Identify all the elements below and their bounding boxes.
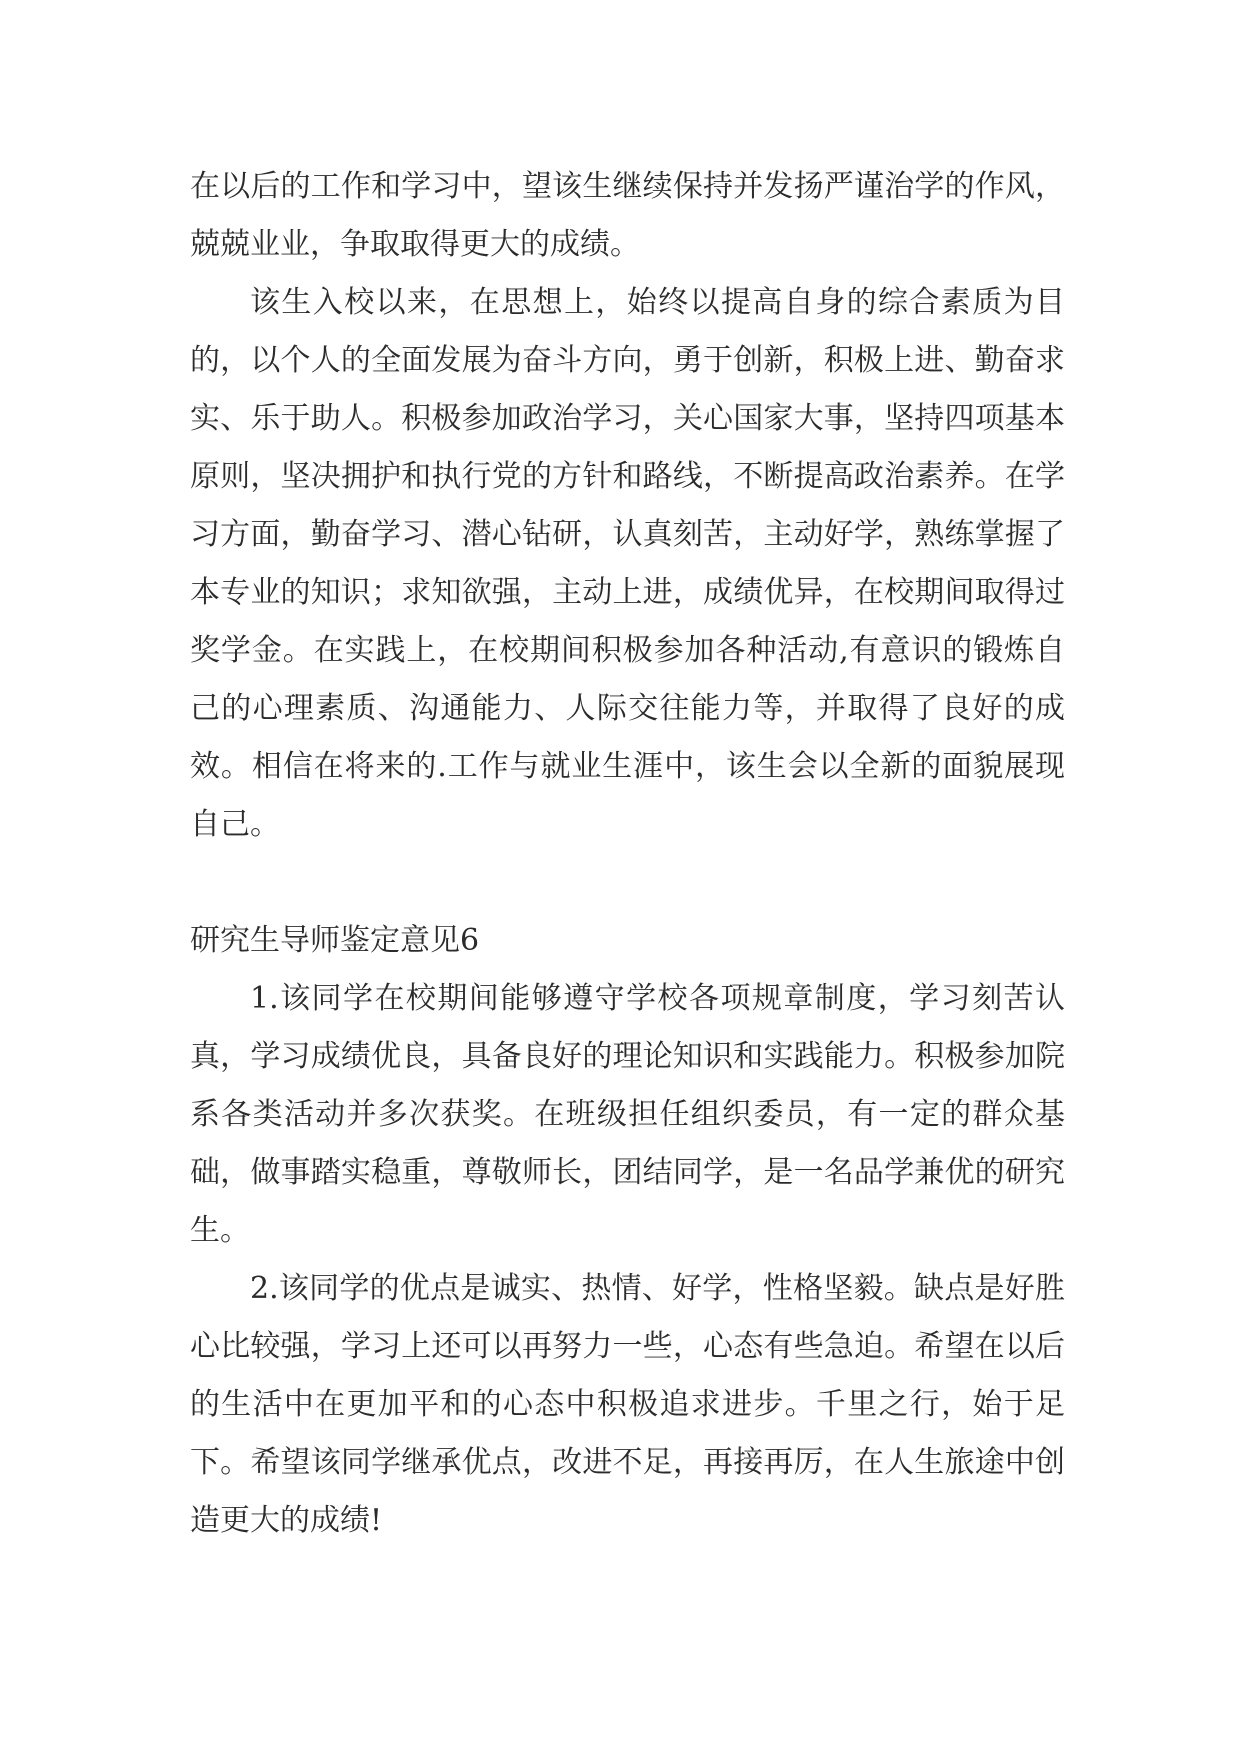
evaluation-paragraph: 该生入校以来，在思想上，始终以提高自身的综合素质为目的，以个人的全面发展为奋斗方向，勇于创新，积极上进、勤奋求实、乐于助人。积极参加政治学习，关心国家大事，坚持四项基本原则，坚决拥护和执行党的方针和路线，不断提高政治素养。在学习方面，勤奋学习、潜心钻研，认真刻苦，主动好学，熟练掌握了本专业的知识；求知欲强，主动上进，成绩优异，在校期间取得过奖学金。在实践上，在校期间积极参加各种活动,有意识的锻炼自己的心理素质、沟通能力、人际交往能力等，并取得了良好的成效。相信在将来的.工作与就业生涯中，该生会以全新的面貌展现自己。 (190, 285, 1065, 842)
section-item-2: 2.该同学的优点是诚实、热情、好学，性格坚毅。缺点是好胜心比较强，学习上还可以再努力一些，心态有些急迫。希望在以后的生活中在更加平和的心态中积极追求进步。千里之行，始于足下。希望该同学继承优点，改进不足，再接再厉，在人生旅途中创造更大的成绩! (190, 1271, 1065, 1538)
section-title: 研究生导师鉴定意见6 (190, 923, 480, 958)
continuation-paragraph: 在以后的工作和学习中，望该生继续保持并发扬严谨治学的作风，兢兢业业，争取取得更大的成绩。 (190, 169, 1065, 262)
document-body (190, 158, 1065, 1550)
section-item-1: 1.该同学在校期间能够遵守学校各项规章制度，学习刻苦认真，学习成绩优良，具备良好的理论知识和实践能力。积极参加院系各类活动并多次获奖。在班级担任组织委员，有一定的群众基础，做事踏实稳重，尊敬师长，团结同学，是一名品学兼优的研究生。 (190, 981, 1065, 1248)
